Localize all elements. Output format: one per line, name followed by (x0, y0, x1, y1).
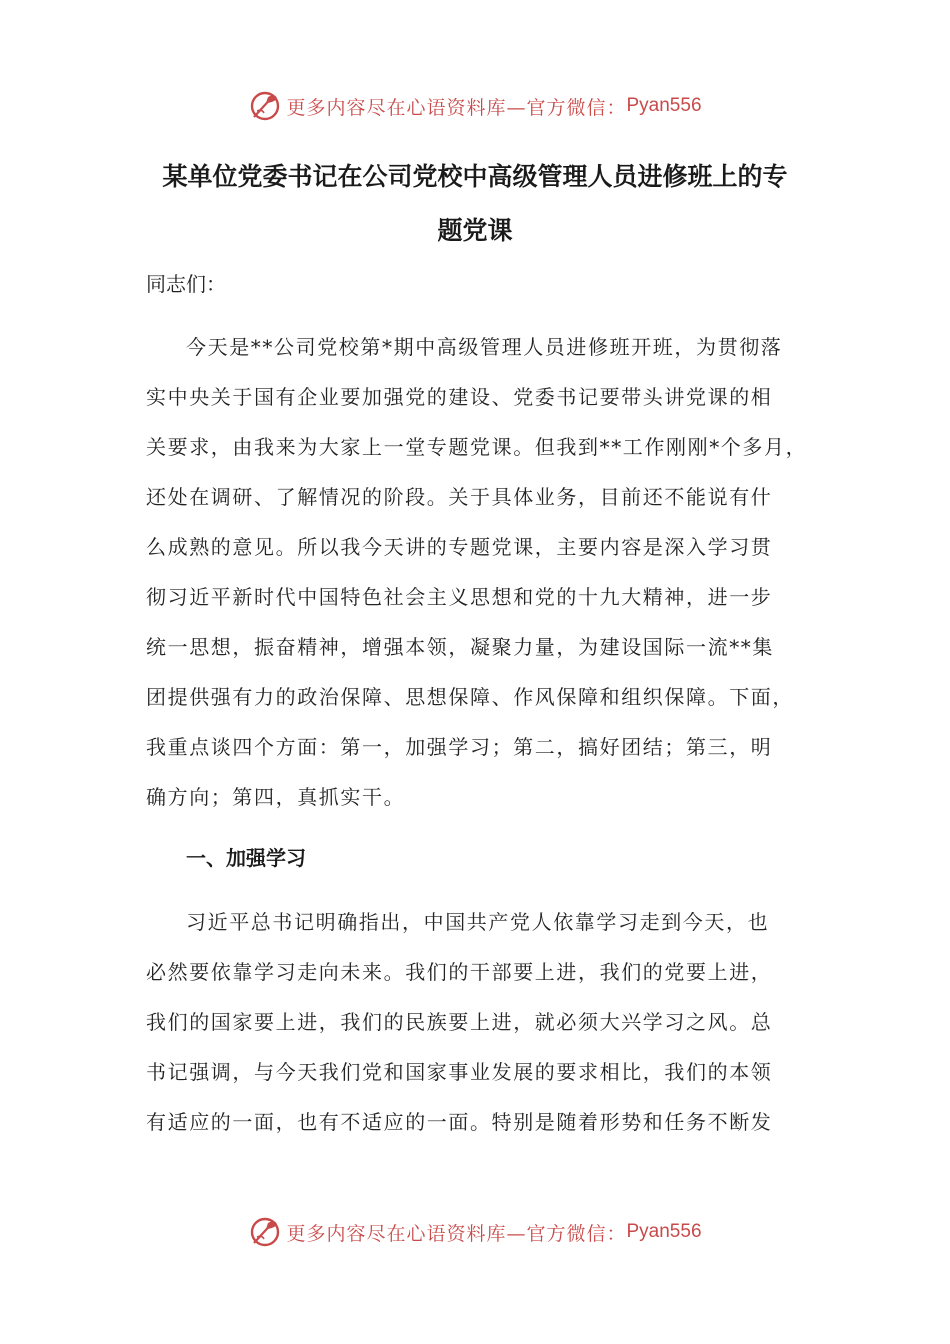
title-line: 某单位党委书记在公司党校中高级管理人员进修班上的专 (162, 162, 788, 191)
paragraph-line: 团提供强有力的政治保障、思想保障、作风保障和组织保障。下面， (146, 685, 794, 709)
quill-logo-icon (248, 1215, 282, 1249)
paragraph-line: 彻习近平新时代中国特色社会主义思想和党的十九大精神，进一步 (146, 585, 773, 609)
paragraph-line: 统一思想，振奋精神，增强本领，凝聚力量，为建设国际一流**集 (146, 635, 774, 659)
paragraph-line: 今天是**公司党校第*期中高级管理人员进修班开班，为贯彻落 (186, 335, 783, 359)
quill-logo-icon (248, 89, 282, 123)
title-line: 题党课 (437, 216, 513, 245)
paragraph-line: 还处在调研、了解情况的阶段。关于具体业务，目前还不能说有什 (146, 485, 773, 509)
watermark-banner-top (0, 86, 950, 126)
greeting: 同志们： (146, 272, 226, 296)
paragraph-line: 确方向；第四，真抓实干。 (146, 785, 406, 809)
watermark-banner-bottom (0, 1212, 950, 1252)
paragraph-line: 习近平总书记明确指出，中国共产党人依靠学习走到今天，也 (186, 910, 770, 934)
intro-paragraph (146, 322, 816, 822)
watermark-text: 更多内容尽在心语资料库—官方微信： (286, 96, 627, 119)
watermark-text: 更多内容尽在心语资料库—官方微信： (286, 1222, 627, 1245)
paragraph-line: 我们的国家要上进，我们的民族要上进，就必须大兴学习之风。总 (146, 1010, 773, 1034)
section-heading: 一、加强学习 (186, 846, 306, 870)
watermark-handle: Pyan556 (626, 1221, 702, 1242)
paragraph-line: 实中央关于国有企业要加强党的建设、党委书记要带头讲党课的相 (146, 385, 773, 409)
paragraph-line: 么成熟的意见。所以我今天讲的专题党课，主要内容是深入学习贯 (146, 535, 773, 559)
section1-paragraph (146, 897, 816, 1147)
paragraph-line: 书记强调，与今天我们党和国家事业发展的要求相比，我们的本领 (146, 1060, 773, 1084)
document-title (145, 150, 805, 258)
paragraph-line: 必然要依靠学习走向未来。我们的干部要上进，我们的党要上进， (146, 960, 773, 984)
paragraph-line: 有适应的一面，也有不适应的一面。特别是随着形势和任务不断发 (146, 1110, 773, 1134)
paragraph-line: 关要求，由我来为大家上一堂专题党课。但我到**工作刚刚*个多月， (146, 435, 808, 459)
paragraph-line: 我重点谈四个方面：第一，加强学习；第二，搞好团结；第三，明 (146, 735, 773, 759)
watermark-handle: Pyan556 (626, 95, 702, 116)
